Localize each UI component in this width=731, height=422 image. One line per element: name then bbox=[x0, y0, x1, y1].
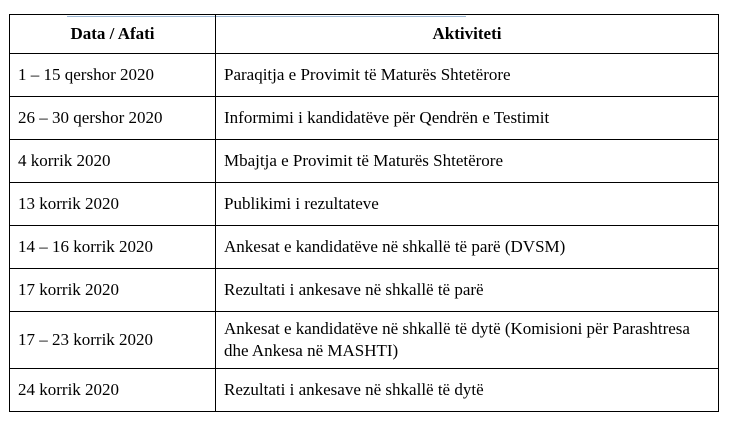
activity-cell: Ankesat e kandidatëve në shkallë të dytë (Komisioni për Parashtresa dhe Ankesa në MASHTI) bbox=[216, 312, 719, 369]
date-cell: 17 korrik 2020 bbox=[10, 269, 216, 312]
date-cell: 26 – 30 qershor 2020 bbox=[10, 97, 216, 140]
table-row bbox=[10, 140, 719, 183]
activity-cell: Mbajtja e Provimit të Maturës Shtetërore bbox=[216, 140, 719, 183]
date-cell: 1 – 15 qershor 2020 bbox=[10, 54, 216, 97]
date-cell: 24 korrik 2020 bbox=[10, 369, 216, 412]
table-row bbox=[10, 183, 719, 226]
activity-cell: Rezultati i ankesave në shkallë të parë bbox=[216, 269, 719, 312]
table-row bbox=[10, 369, 719, 412]
table-row bbox=[10, 312, 719, 369]
date-cell: 4 korrik 2020 bbox=[10, 140, 216, 183]
exam-schedule-table bbox=[9, 14, 719, 412]
activity-cell: Paraqitja e Provimit të Maturës Shtetërore bbox=[216, 54, 719, 97]
activity-cell: Rezultati i ankesave në shkallë të dytë bbox=[216, 369, 719, 412]
activity-cell: Ankesat e kandidatëve në shkallë të parë (DVSM) bbox=[216, 226, 719, 269]
table-row bbox=[10, 269, 719, 312]
table-header-row bbox=[10, 15, 719, 54]
date-column-header: Data / Afati bbox=[10, 15, 216, 54]
activity-cell: Informimi i kandidatëve për Qendrën e Testimit bbox=[216, 97, 719, 140]
table-row bbox=[10, 54, 719, 97]
table-row bbox=[10, 226, 719, 269]
date-cell: 13 korrik 2020 bbox=[10, 183, 216, 226]
table-row bbox=[10, 97, 719, 140]
date-cell: 14 – 16 korrik 2020 bbox=[10, 226, 216, 269]
date-cell: 17 – 23 korrik 2020 bbox=[10, 312, 216, 369]
activity-column-header: Aktiviteti bbox=[216, 15, 719, 54]
activity-cell: Publikimi i rezultateve bbox=[216, 183, 719, 226]
